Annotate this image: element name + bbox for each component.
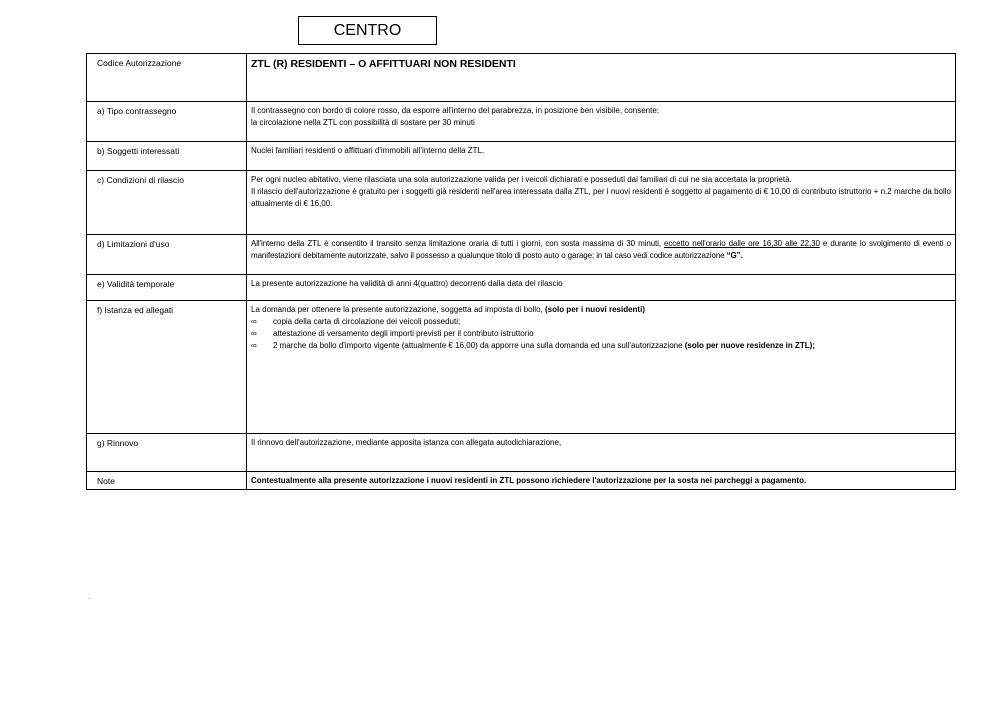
row-condizioni [87,171,956,235]
limitazioni-label: d) Limitazioni d'uso [87,235,247,275]
istanza-intro: La domanda per ottenere la presente autorizzazione, soggetta ad imposta di bollo, (solo per i nuovi residenti) [251,305,645,314]
validita-value: La presente autorizzazione ha validità di anni 4(quattro) decorrenti dalla data del rilascio [247,275,956,301]
codice-label: Codice Autorizzazione [87,54,247,102]
stray-mark: . [89,594,91,601]
limitazioni-part-2: e durante lo svolgimento di eventi o manifestazioni debitamente autorizzate, salvo il possesso a qualunque titolo di posto auto o garage; in tal caso vedi codice autorizzazione [251,239,951,260]
centro-title: CENTRO [298,16,437,45]
rinnovo-value: Il rinnovo dell'autorizzazione, mediante apposita istanza con allegata autodichiarazione, [247,434,956,472]
condizioni-value [247,171,956,235]
row-codice [87,54,956,102]
istanza-bullet-2: ∞ attestazione di versamento degli importi previsti per il contributo istruttorio [251,329,534,338]
row-soggetti [87,142,956,171]
note-value: Contestualmente alla presente autorizzazione i nuovi residenti in ZTL possono richiedere l'autorizzazione per la sosta nei parcheggi a pagamento. [247,472,956,490]
istanza-bullet-1: ∞ copia della carta di circolazione dei veicoli posseduti; [251,317,461,326]
row-rinnovo [87,434,956,472]
istanza-label: f) Istanza ed allegati [87,301,247,434]
rinnovo-label: g) Rinnovo [87,434,247,472]
authorization-code-title: ZTL (R) RESIDENTI – O AFFITTUARI NON RESIDENTI [251,58,516,70]
infinity-bullet-icon: ∞ [251,317,257,326]
tipo-label: a) Tipo contrassegno [87,102,247,142]
istanza-bullet-3-bold: (solo per nuove residenze in ZTL); [684,341,815,350]
row-tipo [87,102,956,142]
infinity-bullet-icon: ∞ [251,329,257,338]
tipo-line-1: Il contrassegno con bordo di colore rosso, da esporre all'interno del parabrezza, in posizione ben visibile, consente: [251,106,659,115]
row-validita [87,275,956,301]
soggetti-label: b) Soggetti interessati [87,142,247,171]
note-label: Note [87,472,247,490]
limitazioni-code: “G”. [726,251,743,260]
codice-value [247,54,956,102]
soggetti-value: Nuclei familiari residenti o affittuari d'immobili all'interno della ZTL. [247,142,956,171]
condizioni-line-2: Il rilascio dell'autorizzazione è gratuito per i soggetti già residenti nell'area interessata dalla ZTL, per i nuovi residenti è soggetto al pagamento di € 10,00 di contributo istruttorio + n.2 marche da bollo attualmente di € 16,00. [251,187,951,208]
limitazioni-value [247,235,956,275]
condizioni-label: c) Condizioni di rilascio [87,171,247,235]
authorization-table [86,53,956,490]
row-istanza [87,301,956,434]
limitazioni-part-1: All'interno della ZTL è consentito il transito senza limitazione oraria di tutti i giorni, con sosta massima di 30 minuti, [251,239,665,248]
row-note [87,472,956,490]
validita-label: e) Validità temporale [87,275,247,301]
row-limitazioni [87,235,956,275]
istanza-value [247,301,956,434]
tipo-line-2: la circolazione nella ZTL con possibilità di sostare per 30 minuti [251,118,475,127]
istanza-intro-bold: (solo per i nuovi residenti) [544,305,645,314]
infinity-bullet-icon: ∞ [251,341,257,350]
istanza-bullet-3: ∞ 2 marche da bollo d'importo vigente (attualmente € 16,00) da apporre una sulla domanda ed una sull'autorizzazione (solo per nuove residenze in ZTL); [251,341,815,350]
tipo-value [247,102,956,142]
limitazioni-hours: eccetto nell'orario dalle ore 16,30 alle 22,30 [664,239,820,248]
condizioni-line-1: Per ogni nucleo abitativo, viene rilasciata una sola autorizzazione valida per i veicoli dichiarati e posseduti dai familiari di cui ne sia accertata la proprietà. [251,175,792,184]
